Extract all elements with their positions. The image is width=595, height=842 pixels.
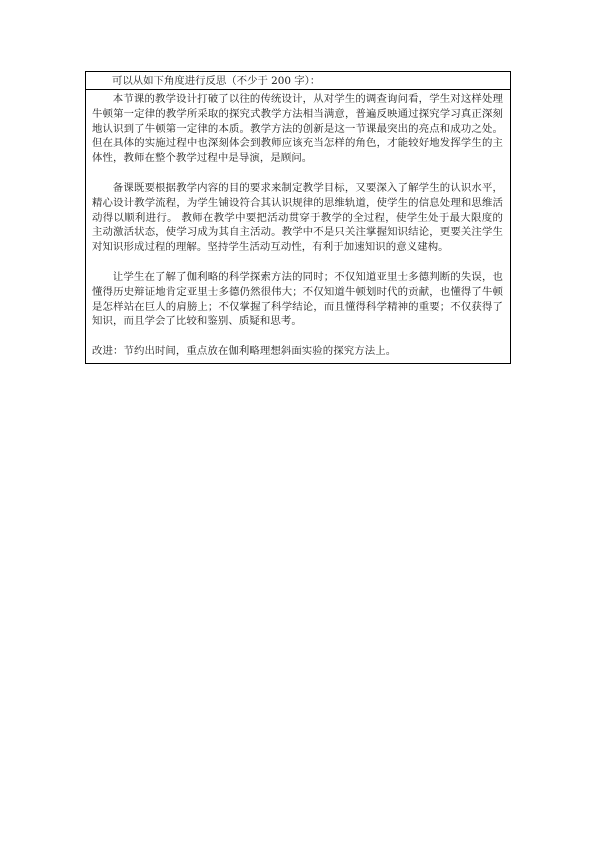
reflection-table bbox=[85, 71, 511, 364]
improvement-note: 改进：节约出时间，重点放在伽利略理想斜面实验的探究方法上。 bbox=[92, 345, 397, 358]
reflection-paragraph-3: 让学生在了解了伽利略的科学探索方法的同时；不仅知道亚里士多德判断的失误，也懂得历史辩证地肯定亚里士多德仍然很伟大；不仅知道牛顿划时代的贡献，也懂得了牛顿是怎样站在巨人的肩膀上；不仅掌握了科学结论，而且懂得科学精神的重要；不仅获得了知识，而且学会了比较和鉴别、质疑和思考。 bbox=[92, 270, 503, 328]
reflection-paragraph-2: 备课既要根据教学内容的目的要求来制定教学目标，又要深入了解学生的认识水平，精心设计教学流程，为学生铺设符合其认识规律的思维轨道，使学生的信息处理和思维活动得以顺利进行。 教师在教学中要把活动贯穿于教学的全过程，使学生处于最大限度的主动激活状态，使学习成为其自主活动。教学中不是只关注掌握知识结论，更要关注学生对知识形成过程的理解。坚持学生活动互动性，有利于加速知识的意义建构。 bbox=[92, 181, 503, 254]
reflection-content-cell bbox=[86, 90, 510, 363]
reflection-paragraph-1: 本节课的教学设计打破了以往的传统设计，从对学生的调查询问看，学生对这样处理牛顿第一定律的教学所采取的探究式教学方法相当满意，普遍反映通过探究学习真正深刻地认识到了牛顿第一定律的本质。教学方法的创新是这一节课最突出的亮点和成功之处。但在具体的实施过程中也深刻体会到教师应该充当怎样的角色，才能较好地发挥学生的主体性，教师在整个教学过程中是导演，是顾问。 bbox=[92, 93, 503, 165]
reflection-prompt-row bbox=[86, 72, 510, 90]
reflection-prompt: 可以从如下角度进行反思（不少于 200 字）： bbox=[112, 75, 321, 87]
